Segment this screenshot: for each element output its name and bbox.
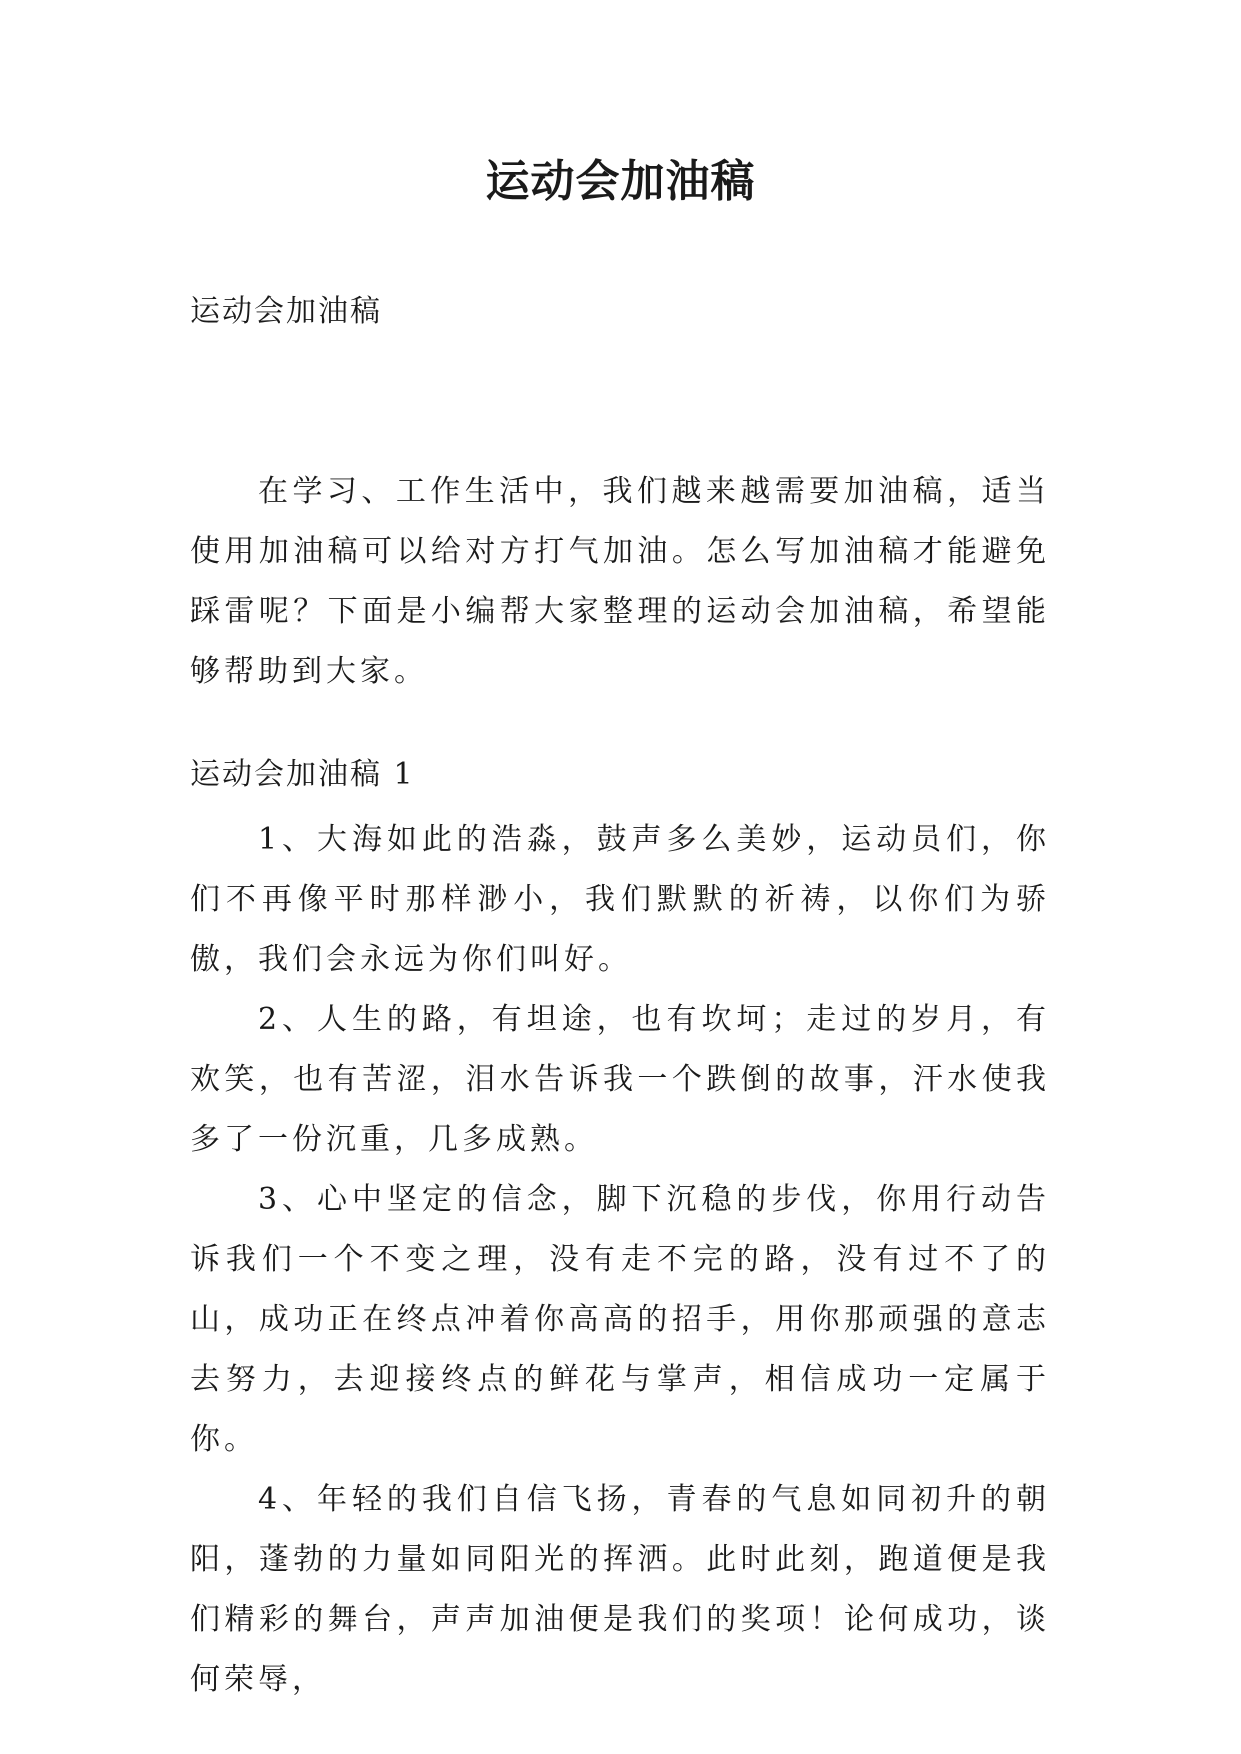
section-heading: 运动会加油稿 1: [190, 757, 415, 792]
cheer-item: 2、人生的路，有坦途，也有坎坷；走过的岁月，有欢笑，也有苦涩，泪水告诉我一个跌倒的故事，汗水使我多了一份沉重，几多成熟。: [190, 1002, 1050, 1157]
cheer-item: 1、大海如此的浩淼，鼓声多么美妙，运动员们，你们不再像平时那样渺小，我们默默的祈祷，以你们为骄傲，我们会永远为你们叫好。: [190, 822, 1050, 977]
cheer-item: 3、心中坚定的信念，脚下沉稳的步伐，你用行动告诉我们一个不变之理，没有走不完的路，没有过不了的山，成功正在终点冲着你高高的招手，用你那顽强的意志去努力，去迎接终点的鲜花与掌声，相信成功一定属于你。: [190, 1182, 1050, 1457]
cheer-item: 4、年轻的我们自信飞扬，青春的气息如同初升的朝阳，蓬勃的力量如同阳光的挥洒。此时此刻，跑道便是我们精彩的舞台，声声加油便是我们的奖项！论何成功，谈何荣辱，: [190, 1482, 1050, 1697]
document-title: 运动会加油稿: [485, 156, 756, 207]
intro-paragraph: 在学习、工作生活中，我们越来越需要加油稿，适当使用加油稿可以给对方打气加油。怎么写加油稿才能避免踩雷呢？下面是小编帮大家整理的运动会加油稿，希望能够帮助到大家。: [190, 474, 1050, 689]
document-subtitle: 运动会加油稿: [190, 294, 382, 329]
cheer-list: [190, 810, 1050, 1710]
intro-block: [190, 462, 1050, 702]
